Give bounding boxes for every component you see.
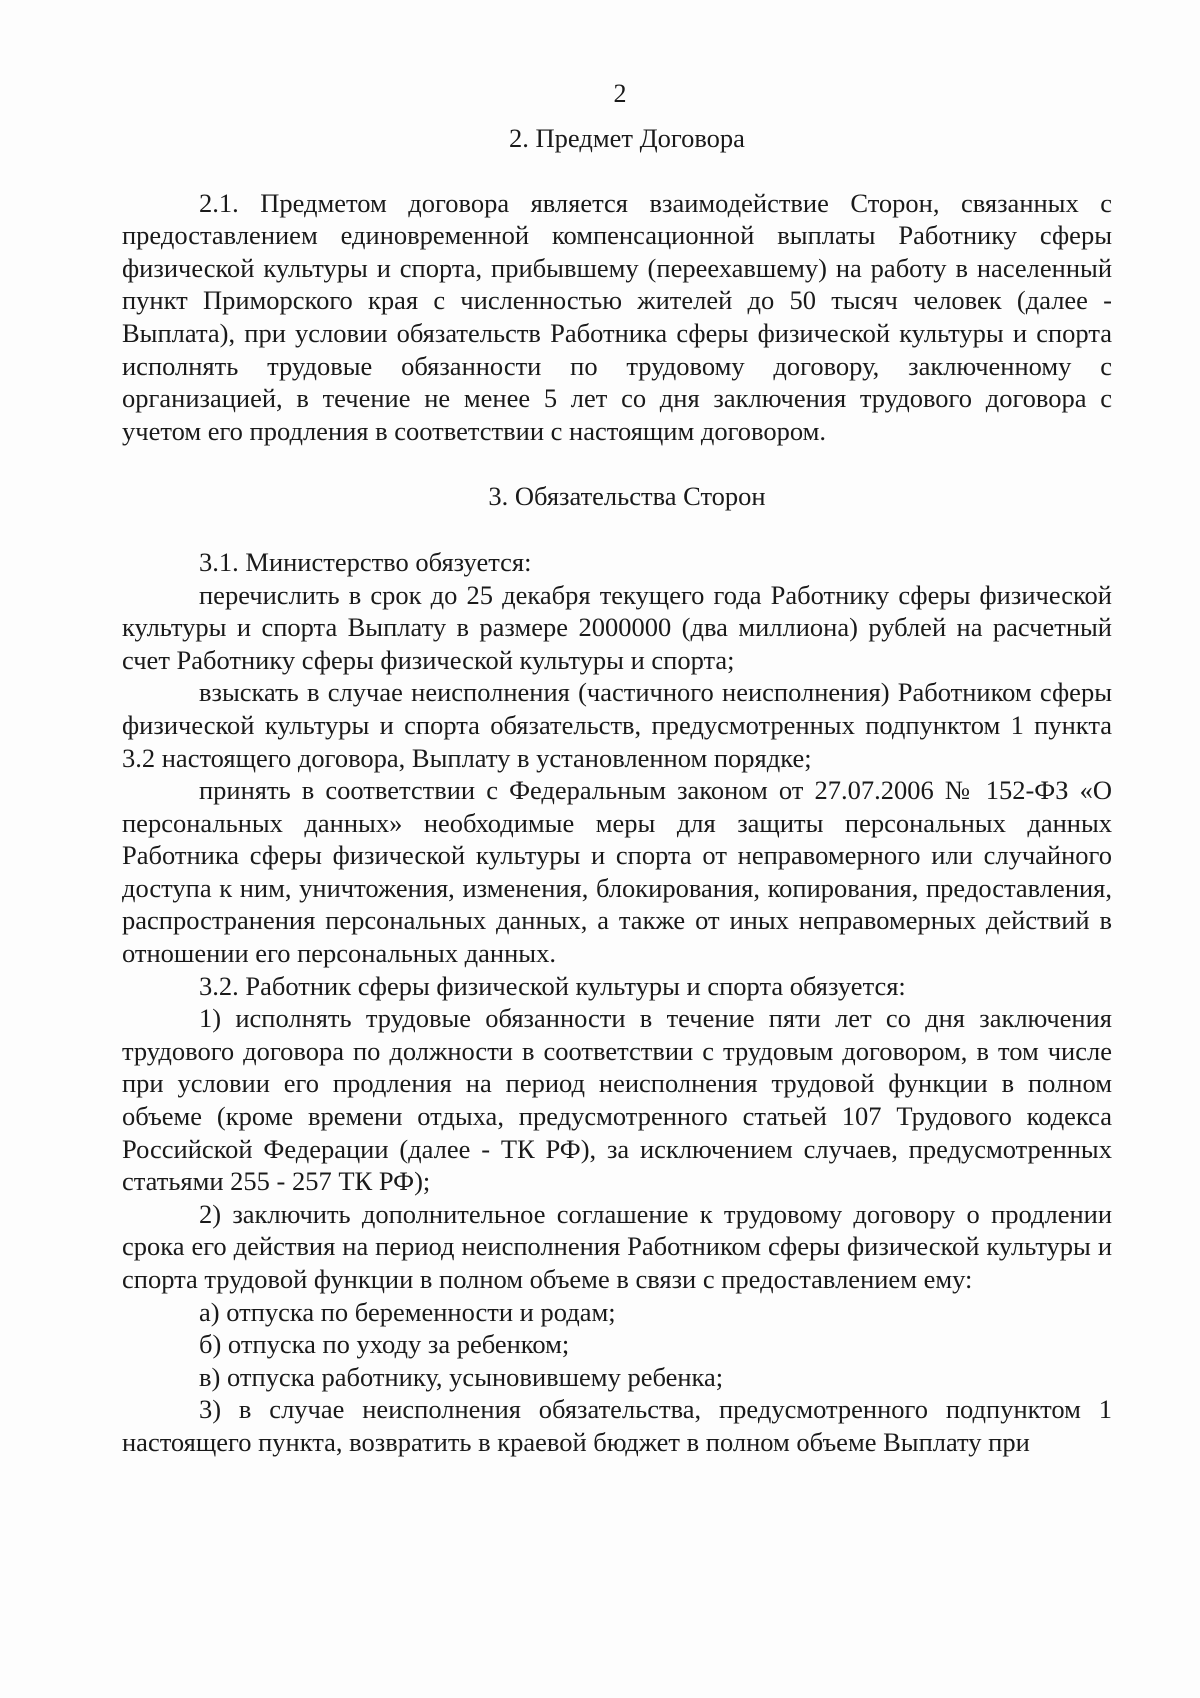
paragraph-3-2-item-2b: б) отпуска по уходу за ребенком;	[199, 1329, 570, 1360]
paragraph-3-2-item-2c: в) отпуска работнику, усыновившему ребенка;	[199, 1361, 724, 1392]
paragraph-3-2-item-1: 1) исполнять трудовые обязанности в течение пяти лет со дня заключения трудового договора по должности в соответствии с трудовым договором, в том числе при условии его продления на период неисполнения трудовой функции в полном объеме (кроме времени отдыха, предусмотренного статьей 107 Трудового кодекса Российской Федерации (далее - ТК РФ), за исключением случаев, предусмотренных статьями 255 - 257 ТК РФ);	[122, 1003, 1112, 1197]
paragraph-3-1: 3.1. Министерство обязуется:	[199, 546, 532, 577]
paragraph-3-2-item-2a: а) отпуска по беременности и родам;	[199, 1296, 616, 1327]
section-2-heading: 2. Предмет Договора	[509, 123, 745, 153]
paragraph-3-2: 3.2. Работник сферы физической культуры и спорта обязуется:	[199, 970, 906, 1001]
paragraph-3-1-transfer: перечислить в срок до 25 декабря текущего года Работнику сферы физической культуры и спорта Выплату в размере 2000000 (два миллиона) рублей на расчетный счет Работнику сферы физической культуры и спорта;	[122, 579, 1112, 675]
paragraph-3-2-item-3: 3) в случае неисполнения обязательства, предусмотренного подпунктом 1 настоящего пункта, возвратить в краевой бюджет в полном объеме Выплату при	[122, 1394, 1112, 1457]
paragraph-3-1-personal-data: принять в соответствии с Федеральным законом от 27.07.2006 № 152-ФЗ «О персональных данных» необходимые меры для защиты персональных данных Работника сферы физической культуры и спорта от неправомерного или случайного доступа к ним, уничтожения, изменения, блокирования, копирования, предоставления, распространения персональных данных, а также от иных неправомерных действий в отношении его персональных данных.	[122, 775, 1112, 969]
section-3-heading: 3. Обязательства Сторон	[488, 481, 766, 512]
paragraph-2-1: 2.1. Предметом договора является взаимодействие Сторон, связанных с предоставлением единовременной компенсационной выплаты Работнику сферы физической культуры и спорта, прибывшему (переехавшему) на работу в населенный пункт Приморского края с численностью жителей до 50 тысяч человек (далее - Выплата), при условии обязательств Работника сферы физической культуры и спорта исполнять трудовые обязанности по трудовому договору, заключенному с организацией, в течение не менее 5 лет со дня заключения трудового договора с учетом его продления в соответствии с настоящим договором.	[122, 187, 1112, 446]
paragraph-3-2-item-2: 2) заключить дополнительное соглашение к трудовому договору о продлении срока его действия на период неисполнения Работником сферы физической культуры и спорта трудовой функции в полном объеме в связи с предоставлением ему:	[122, 1198, 1112, 1294]
paragraph-3-1-recover: взыскать в случае неисполнения (частичного неисполнения) Работником сферы физической культуры и спорта обязательств, предусмотренных подпунктом 1 пункта 3.2 настоящего договора, Выплату в установленном порядке;	[122, 677, 1112, 773]
page-number: 2	[613, 79, 627, 108]
document-body	[122, 122, 1112, 1459]
